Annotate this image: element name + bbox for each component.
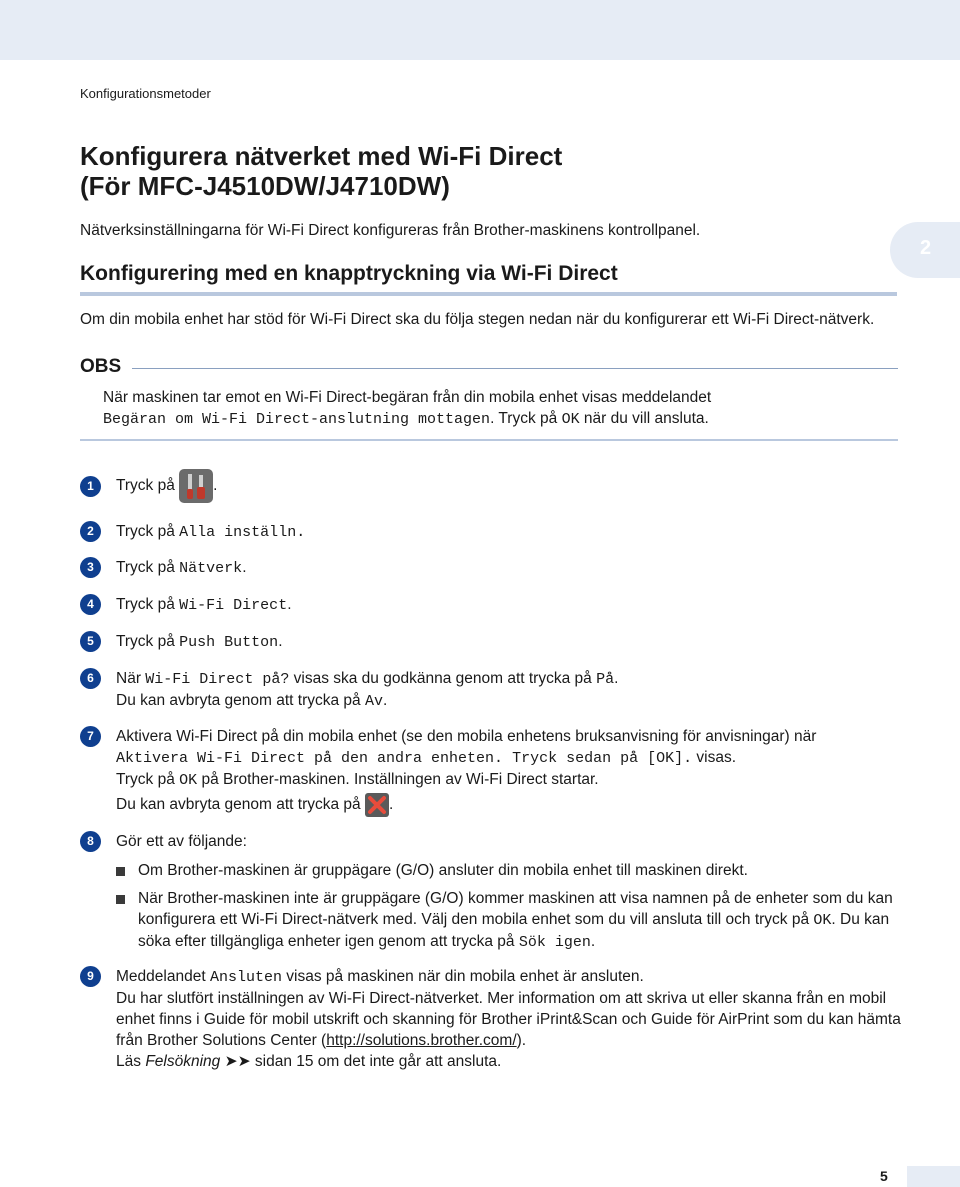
step-3-code: Nätverk: [179, 560, 243, 577]
step-9-t1: Meddelandet: [116, 968, 210, 985]
step-5: [116, 631, 906, 653]
step-number: 9: [80, 966, 101, 987]
title-line-1: Konfigurera nätverket med Wi-Fi Direct: [80, 141, 563, 171]
bullet-2-code: OK: [813, 912, 832, 929]
bullet-square: [116, 895, 125, 904]
list-item: [116, 860, 901, 881]
solutions-center-link[interactable]: http://solutions.brother.com/: [326, 1032, 517, 1049]
note-rule-bottom: [80, 439, 898, 441]
note-line-1: När maskinen tar emot en Wi-Fi Direct-begäran från din mobila enhet visas meddelandet: [103, 389, 712, 406]
step-6: [116, 668, 906, 712]
step-9-l1: Läs: [116, 1053, 146, 1070]
bullet-2-text: [138, 888, 901, 953]
cancel-x-icon: [365, 793, 389, 817]
top-band: [0, 0, 960, 60]
note-rule-top: [132, 368, 898, 369]
step-number: 6: [80, 668, 101, 689]
step-9-p3: ).: [516, 1032, 527, 1049]
step-9-p2: Du har slutfört inställningen av Wi-Fi Direct-nätverket. Mer information om att skriva ut eller skanna från en mobil enhet finns i Guide för mobil utskrift och skanning för Brother iPrint&Scan och Guide för AirPrint som du kan hämta från Brother Solutions Center (: [116, 990, 901, 1049]
step-number: 1: [80, 476, 101, 497]
step-3: [116, 557, 906, 579]
note-text-1: . Tryck på: [490, 410, 562, 427]
double-arrow-icon: ➤➤: [224, 1053, 251, 1070]
list-item: [116, 888, 901, 953]
step-5-after: .: [278, 633, 283, 650]
note-body: [103, 387, 898, 430]
step-number: 3: [80, 557, 101, 578]
step-7-t1: visas.: [692, 749, 737, 766]
page-number: 5: [880, 1168, 888, 1184]
title-line-2: (För MFC-J4510DW/J4710DW): [80, 171, 450, 201]
step-6-code1: Wi-Fi Direct på?: [145, 671, 290, 688]
step-6-t2: visas ska du godkänna genom att trycka på: [289, 670, 597, 687]
section-heading: Konfigurering med en knapptryckning via Wi-Fi Direct: [80, 262, 618, 285]
step-2-code: Alla inställn.: [179, 524, 306, 541]
bullet-2-a: När Brother-maskinen inte är gruppägare (G/O) kommer maskinen att visa namnen på de enheter som du kan konfigurera ett Wi-Fi Direct-nätverk med. Välj den mobila enhet som du vill ansluta till och tryck på: [138, 890, 893, 928]
step-9-t2: visas på maskinen när din mobila enhet är ansluten.: [281, 968, 644, 985]
step-number: 4: [80, 594, 101, 615]
step-7-code2: OK: [179, 772, 198, 789]
tools-icon: [179, 469, 213, 503]
step-6-line2b: .: [383, 692, 388, 709]
page-title: [80, 141, 562, 201]
bullet-2-code2: Sök igen: [518, 934, 591, 951]
bullet-1-text: Om Brother-maskinen är gruppägare (G/O) ansluter din mobila enhet till maskinen direkt.: [138, 862, 748, 879]
step-6-line2: Du kan avbryta genom att trycka på: [116, 692, 365, 709]
step-5-code: Push Button: [179, 634, 279, 651]
step-7-line1: Aktivera Wi-Fi Direct på din mobila enhet (se den mobila enhetens bruksanvisning för anvisningar) när: [116, 728, 817, 745]
running-header: Konfigurationsmetoder: [80, 86, 211, 101]
step-number: 2: [80, 521, 101, 542]
step-number: 5: [80, 631, 101, 652]
step-6-code2: På: [596, 671, 615, 688]
step-number: 8: [80, 831, 101, 852]
step-4-text: Tryck på: [116, 596, 180, 613]
page-number-box: [907, 1166, 960, 1187]
step-7-l3a: Tryck på: [116, 771, 180, 788]
step-1-text: Tryck på: [116, 477, 175, 494]
step-7-l4: Du kan avbryta genom att trycka på: [116, 796, 361, 813]
step-6-code3: Av: [364, 693, 383, 710]
step-5-text: Tryck på: [116, 633, 180, 650]
chapter-number: 2: [920, 237, 932, 259]
intro-text: Nätverksinställningarna för Wi-Fi Direct konfigureras från Brother-maskinens kontrollpanel.: [80, 222, 701, 239]
step-7-l4b: .: [389, 796, 394, 813]
section-rule: [80, 292, 897, 296]
step-7: [116, 726, 906, 819]
step-9: [116, 966, 906, 1072]
step-7-l3b: på Brother-maskinen. Inställningen av Wi-Fi Direct startar.: [197, 771, 599, 788]
step-2-text: Tryck på: [116, 523, 180, 540]
bullet-2-c: .: [590, 933, 596, 950]
step-4: [116, 594, 906, 616]
step-3-text: Tryck på: [116, 559, 180, 576]
step-6-t1: När: [116, 670, 146, 687]
note-ok: OK: [561, 411, 580, 428]
chapter-tab: [890, 222, 960, 278]
step-6-t3: .: [614, 670, 619, 687]
step-1: [116, 468, 906, 504]
bullet-2-b: . Du kan söka efter tillgängliga enheter igen genom att trycka på: [138, 911, 890, 950]
step-7-code1: Aktivera Wi-Fi Direct på den andra enheten. Tryck sedan på [OK].: [116, 750, 693, 767]
troubleshooting-ref[interactable]: Felsökning: [145, 1053, 221, 1070]
note-text-2: när du vill ansluta.: [579, 410, 709, 427]
section-paragraph: Om din mobila enhet har stöd för Wi-Fi Direct ska du följa stegen nedan när du konfigurerar ett Wi-Fi Direct-nätverk.: [80, 311, 875, 328]
step-4-code: Wi-Fi Direct: [179, 597, 288, 614]
step-2: [116, 521, 906, 543]
note-message: Begäran om Wi-Fi Direct-anslutning mottagen: [103, 411, 491, 428]
step-number: 7: [80, 726, 101, 747]
step-8: Gör ett av följande:: [116, 833, 247, 850]
step-3-after: .: [242, 559, 247, 576]
bullet-square: [116, 867, 125, 876]
step-1-after: .: [213, 477, 218, 494]
note-label: OBS: [80, 356, 122, 377]
step-9-l2: sidan 15 om det inte går att ansluta.: [250, 1053, 502, 1070]
step-4-after: .: [287, 596, 292, 613]
step-9-code: Ansluten: [209, 969, 282, 986]
